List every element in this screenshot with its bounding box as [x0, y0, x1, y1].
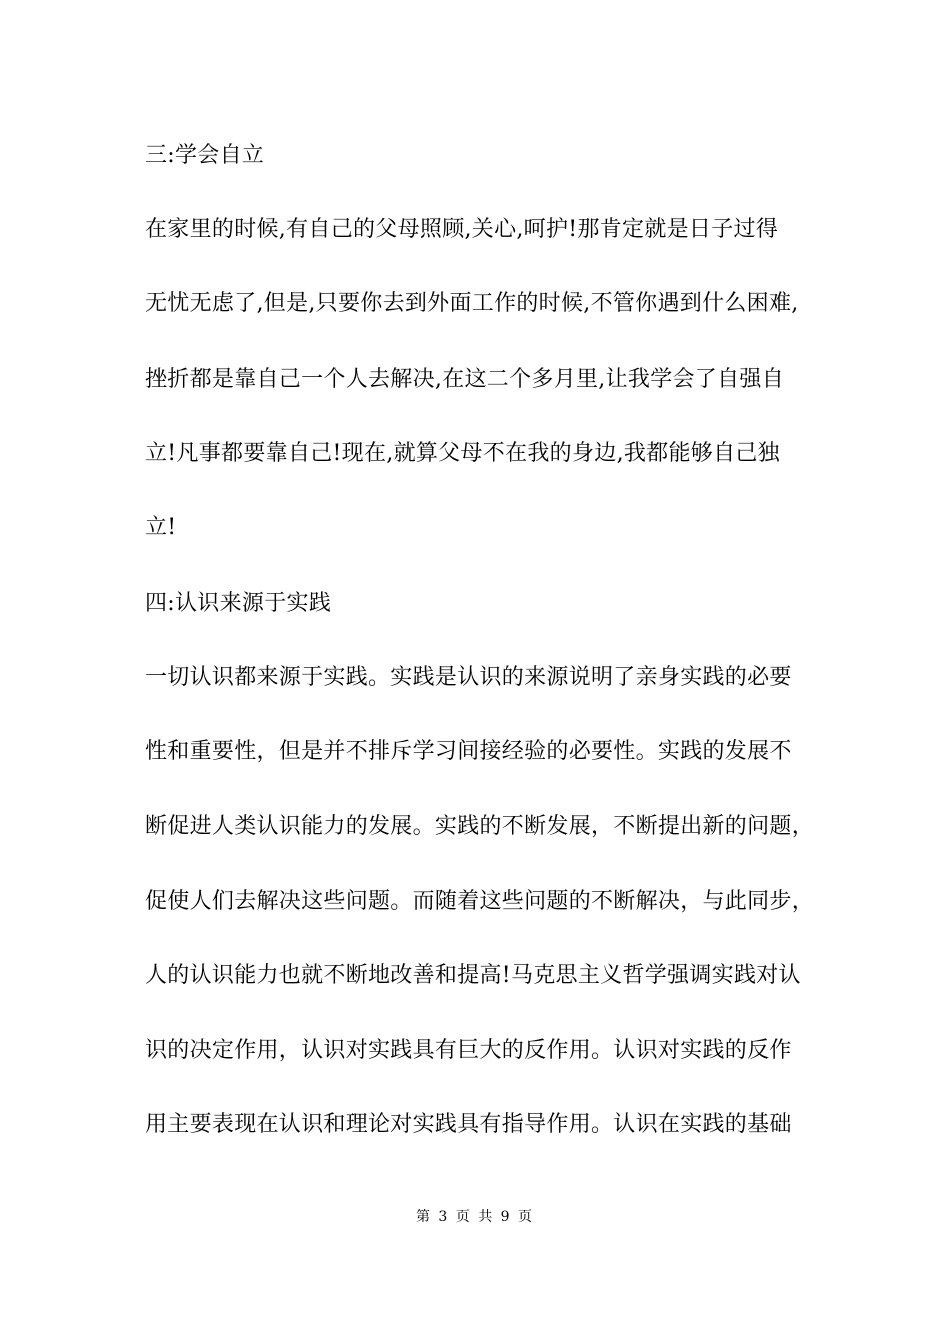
section-heading-3: 三:学会自立 — [145, 143, 265, 168]
section-heading-4: 四:认识来源于实践 — [145, 591, 332, 616]
page-number-footer: 第 3 页 共 9 页 — [415, 1209, 535, 1225]
paragraph-line: 性和重要性，但是并不排斥学习间接经验的必要性。实践的发展不 — [145, 739, 792, 764]
paragraph-line: 在家里的时候,有自己的父母照顾,关心,呵护!那肯定就是日子过得 — [145, 217, 779, 242]
paragraph-line: 人的认识能力也就不断地改善和提高!马克思主义哲学强调实践对认 — [145, 963, 801, 988]
paragraph-line: 断促进人类认识能力的发展。实践的不断发展，不断提出新的问题， — [145, 814, 815, 839]
paragraph-line: 用主要表现在认识和理论对实践具有指导作用。认识在实践的基础 — [145, 1112, 792, 1137]
paragraph-line: 立! — [145, 515, 177, 540]
paragraph-line: 挫折都是靠自己一个人去解决,在这二个多月里,让我学会了自强自 — [145, 367, 784, 392]
paragraph-line: 一切认识都来源于实践。实践是认识的来源说明了亲身实践的必要 — [145, 665, 792, 690]
paragraph-line: 识的决定作用，认识对实践具有巨大的反作用。认识对实践的反作 — [145, 1038, 792, 1063]
paragraph-line: 立!凡事都要靠自己!现在,就算父母不在我的身边,我都能够自己独 — [145, 441, 780, 466]
paragraph-line: 促使人们去解决这些问题。而随着这些问题的不断解决，与此同步， — [145, 889, 815, 914]
paragraph-line: 无忧无虑了,但是,只要你去到外面工作的时候,不管你遇到什么困难, — [145, 291, 799, 316]
